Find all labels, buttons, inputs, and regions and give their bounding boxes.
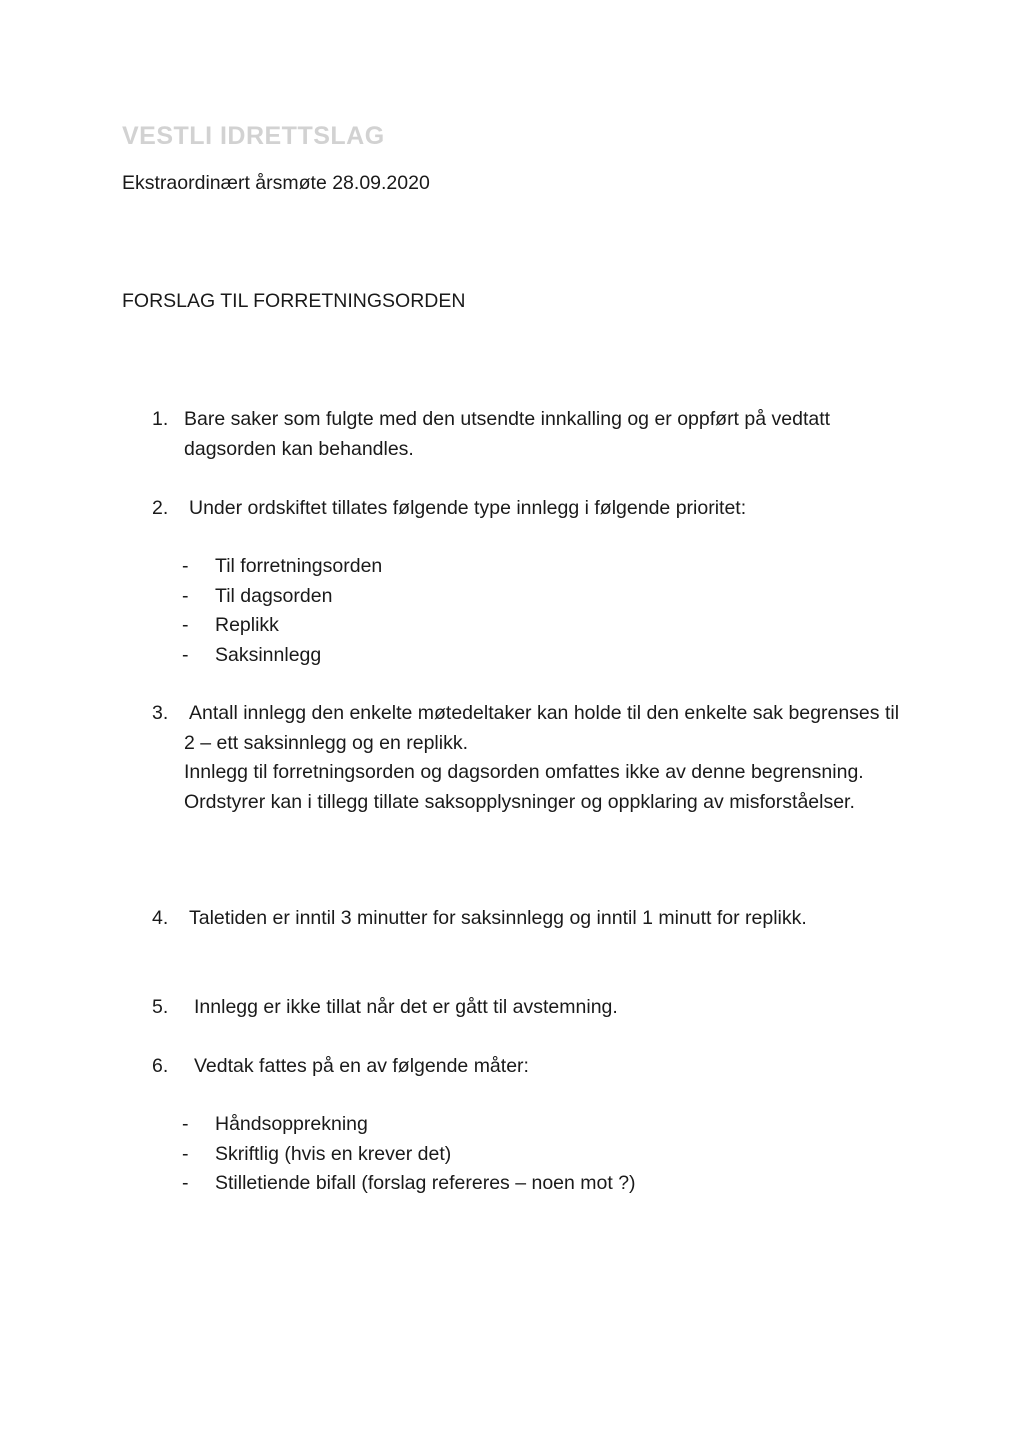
- sublist-item-text: Replikk: [215, 614, 279, 636]
- item-number: 2.: [152, 497, 169, 519]
- list-item-1: [152, 405, 912, 464]
- item-text: [189, 494, 912, 524]
- document-title: FORSLAG TIL FORRETNINGSORDEN: [122, 290, 466, 312]
- item-paragraph: Innlegg er ikke tillat når det er gått til avstemning.: [194, 996, 618, 1018]
- sublist-item: [182, 641, 882, 671]
- priority-sublist: [182, 552, 882, 670]
- item-text: [184, 699, 912, 817]
- item-number: 3.: [152, 702, 169, 724]
- item-paragraph: Vedtak fattes på en av følgende måter:: [194, 1055, 529, 1077]
- dash-bullet: -: [182, 614, 189, 636]
- meeting-date-line: Ekstraordinært årsmøte 28.09.2020: [122, 172, 430, 194]
- sublist-item-text: Stilletiende bifall (forslag refereres – noen mot ?): [215, 1172, 636, 1194]
- list-item-6: [152, 1052, 912, 1082]
- list-item-3: [152, 699, 912, 817]
- item-number: 5.: [152, 996, 169, 1018]
- dash-bullet: -: [182, 555, 189, 577]
- voting-methods-sublist: [182, 1110, 882, 1199]
- sublist-item: [182, 1110, 882, 1140]
- item-paragraph: Taletiden er inntil 3 minutter for saksinnlegg og inntil 1 minutt for replikk.: [189, 907, 807, 929]
- item-paragraph: Under ordskiftet tillates følgende type innlegg i følgende prioritet:: [189, 497, 747, 519]
- sublist-item-text: Skriftlig (hvis en krever det): [215, 1142, 452, 1165]
- item-number: 4.: [152, 907, 169, 929]
- item-text: [194, 993, 912, 1023]
- item-paragraph: Bare saker som fulgte med den utsendte innkalling og er oppført på vedtatt dagsorden kan behandles.: [184, 408, 831, 460]
- dash-bullet: -: [182, 643, 189, 666]
- sublist-item: [182, 582, 882, 612]
- item-text: [184, 405, 912, 464]
- dash-bullet: -: [182, 1113, 189, 1135]
- sublist-item: [182, 611, 882, 641]
- sublist-item: [182, 1140, 882, 1170]
- list-item-5: [152, 993, 912, 1023]
- dash-bullet: -: [182, 584, 189, 607]
- dash-bullet: -: [182, 1142, 189, 1165]
- item-paragraph: Innlegg til forretningsorden og dagsorden omfattes ikke av denne begrensning.: [184, 761, 864, 783]
- item-text: [184, 904, 912, 934]
- item-text: [194, 1052, 912, 1082]
- item-paragraph: Ordstyrer kan i tillegg tillate saksopplysninger og oppklaring av misforståelser.: [184, 790, 855, 813]
- dash-bullet: -: [182, 1172, 189, 1194]
- sublist-item-text: Til dagsorden: [215, 584, 333, 607]
- sublist-item-text: Saksinnlegg: [215, 643, 322, 666]
- organization-name: VESTLI IDRETTSLAG: [122, 122, 385, 150]
- item-number: 6.: [152, 1055, 169, 1077]
- item-number: 1.: [152, 408, 169, 430]
- item-paragraph: Antall innlegg den enkelte møtedeltaker kan holde til den enkelte sak begrenses til 2 – ett saksinnlegg og en replikk.: [184, 702, 900, 754]
- sublist-item-text: Håndsopprekning: [215, 1113, 368, 1135]
- sublist-item: [182, 1169, 882, 1199]
- list-item-2: [152, 494, 912, 524]
- sublist-item: [182, 552, 882, 582]
- sublist-item-text: Til forretningsorden: [215, 555, 383, 577]
- list-item-4: [152, 904, 912, 934]
